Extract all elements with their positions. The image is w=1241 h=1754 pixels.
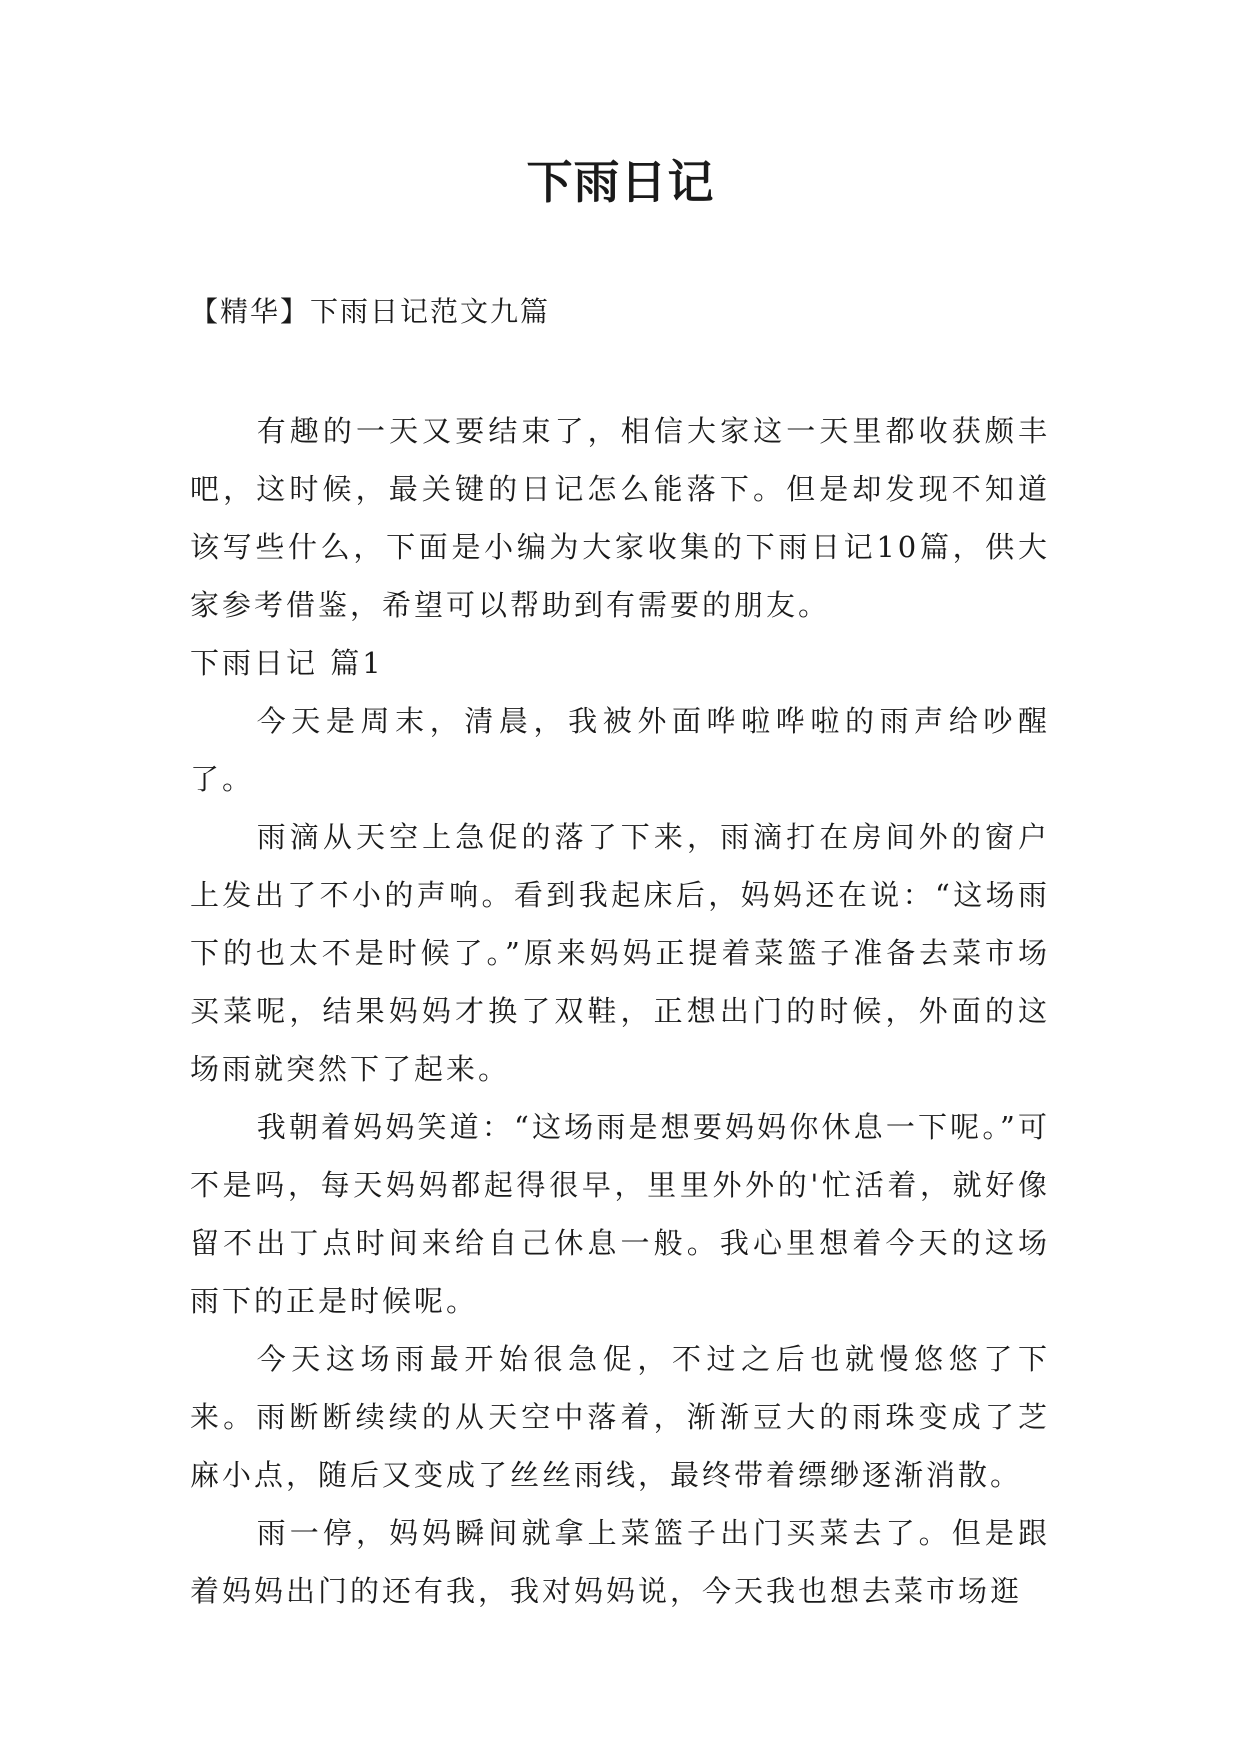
paragraph: 我朝着妈妈笑道：“这场雨是想要妈妈你休息一下呢。”可不是吗，每天妈妈都起得很早，里里外外的'忙活着，就好像留不出丁点时间来给自己休息一般。我心里想着今天的这场雨下的正是时候呢。 (190, 1110, 1050, 1318)
document-title: 下雨日记 (526, 155, 715, 209)
document-body (190, 402, 1050, 1620)
paragraph: 今天是周末，清晨，我被外面哗啦哗啦的雨声给吵醒了。 (190, 704, 1050, 796)
paragraph: 今天这场雨最开始很急促，不过之后也就慢悠悠了下来。雨断断续续的从天空中落着，渐渐豆大的雨珠变成了芝麻小点，随后又变成了丝丝雨线，最终带着缥缈逐渐消散。 (190, 1342, 1050, 1492)
paragraph: 雨一停，妈妈瞬间就拿上菜篮子出门买菜去了。但是跟着妈妈出门的还有我，我对妈妈说，今天我也想去菜市场逛 (190, 1516, 1050, 1608)
section-heading: 下雨日记 篇1 (190, 646, 384, 680)
paragraph-intro: 有趣的一天又要结束了，相信大家这一天里都收获颇丰吧，这时候，最关键的日记怎么能落下。但是却发现不知道该写些什么，下面是小编为大家收集的下雨日记10篇，供大家参考借鉴，希望可以帮助到有需要的朋友。 (190, 414, 1050, 622)
paragraph: 雨滴从天空上急促的落了下来，雨滴打在房间外的窗户上发出了不小的声响。看到我起床后，妈妈还在说：“这场雨下的也太不是时候了。”原来妈妈正提着菜篮子准备去菜市场买菜呢，结果妈妈才换了双鞋，正想出门的时候，外面的这场雨就突然下了起来。 (190, 820, 1050, 1086)
document-subtitle: 【精华】下雨日记范文九篇 (190, 295, 551, 328)
